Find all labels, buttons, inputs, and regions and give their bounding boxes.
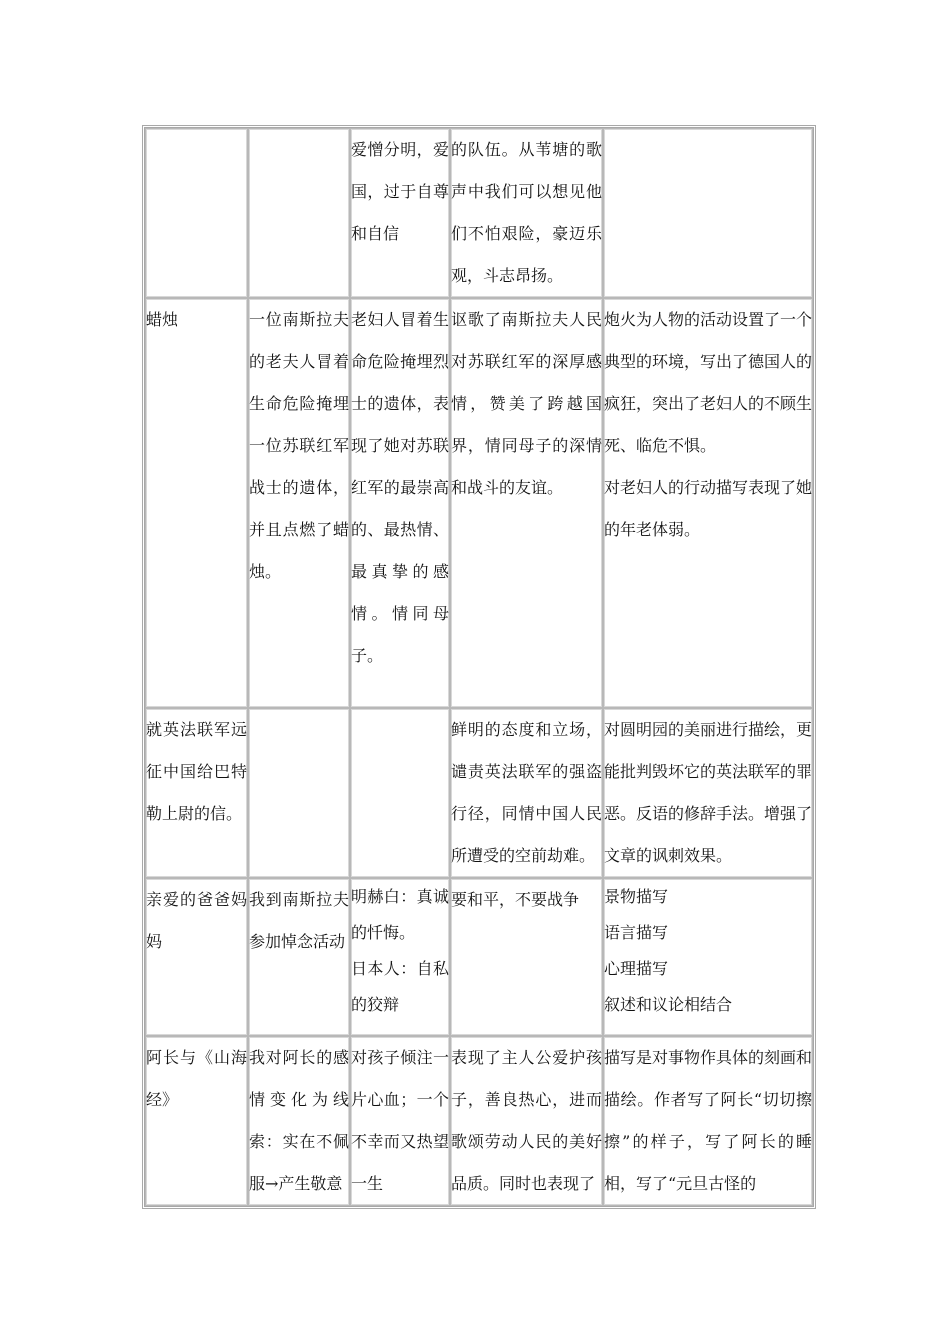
table-row xyxy=(145,708,813,878)
list-item: 景物描写 xyxy=(604,887,669,906)
table-cell: 表现了主人公爱护孩子，善良热心，进而歌颂劳动人民的美好品质。同时也表现了 xyxy=(450,1036,603,1206)
table-cell: 蜡烛 xyxy=(145,298,248,708)
list-item: 语言描写 xyxy=(604,923,669,942)
table-cell: 要和平，不要战争 xyxy=(450,878,603,1036)
table-cell xyxy=(603,298,813,708)
table-row xyxy=(145,298,813,708)
table-cell: 对孩子倾注一片心血；一个不幸而又热望一生 xyxy=(350,1036,450,1206)
table-cell: 对圆明园的美丽进行描绘，更能批判毁坏它的英法联军的罪恶。反语的修辞手法。增强了文章的讽刺效果。 xyxy=(603,708,813,878)
table-cell: 我对阿长的感情变化为线索：实在不佩服→产生敬意 xyxy=(248,1036,350,1206)
literature-summary-table xyxy=(142,125,816,1209)
cell-paragraph: 对老妇人的行动描写表现了她的年老体弱。 xyxy=(604,478,813,539)
table-cell: 讴歌了南斯拉夫人民对苏联红军的深厚感情，赞美了跨越国界，情同母子的深情和战斗的友谊。 xyxy=(450,298,603,708)
cell-paragraph: 炮火为人物的活动设置了一个典型的环境，写出了德国人的疯狂，突出了老妇人的不顾生死、临危不惧。 xyxy=(604,310,813,455)
table-cell xyxy=(350,878,450,1036)
list-item: 叙述和议论相结合 xyxy=(604,995,733,1014)
table-cell: 的队伍。从苇塘的歌声中我们可以想见他们不怕艰险，豪迈乐观，斗志昂扬。 xyxy=(450,128,603,298)
table-cell xyxy=(350,708,450,878)
table-cell: 我到南斯拉夫参加悼念活动 xyxy=(248,878,350,1036)
table-cell xyxy=(603,878,813,1036)
table-cell: 一位南斯拉夫的老夫人冒着生命危险掩埋一位苏联红军战士的遗体，并且点燃了蜡烛。 xyxy=(248,298,350,708)
table-cell: 亲爱的爸爸妈妈 xyxy=(145,878,248,1036)
table-cell: 爱憎分明，爱国，过于自尊和自信 xyxy=(350,128,450,298)
table-cell: 就英法联军远征中国给巴特勒上尉的信。 xyxy=(145,708,248,878)
cell-paragraph: 明赫白：真诚的忏悔。 xyxy=(351,887,449,942)
table-row xyxy=(145,1036,813,1206)
table-cell: 鲜明的态度和立场，谴责英法联军的强盗行径，同情中国人民所遭受的空前劫难。 xyxy=(450,708,603,878)
table-row xyxy=(145,878,813,1036)
table-cell: 阿长与《山海经》 xyxy=(145,1036,248,1206)
cell-paragraph: 日本人：自私的狡辩 xyxy=(351,959,449,1014)
table-cell xyxy=(145,128,248,298)
table-cell xyxy=(248,128,350,298)
table-cell: 描写是对事物作具体的刻画和描绘。作者写了阿长“切切擦擦”的样子，写了阿长的睡相，写了“元旦古怪的 xyxy=(603,1036,813,1206)
list-item: 心理描写 xyxy=(604,959,669,978)
table-cell xyxy=(603,128,813,298)
table-row xyxy=(145,128,813,298)
table-cell xyxy=(248,708,350,878)
table-cell: 老妇人冒着生命危险掩埋烈士的遗体，表现了她对苏联红军的最崇高的、最热情、最真挚的感情。情同母子。 xyxy=(350,298,450,708)
